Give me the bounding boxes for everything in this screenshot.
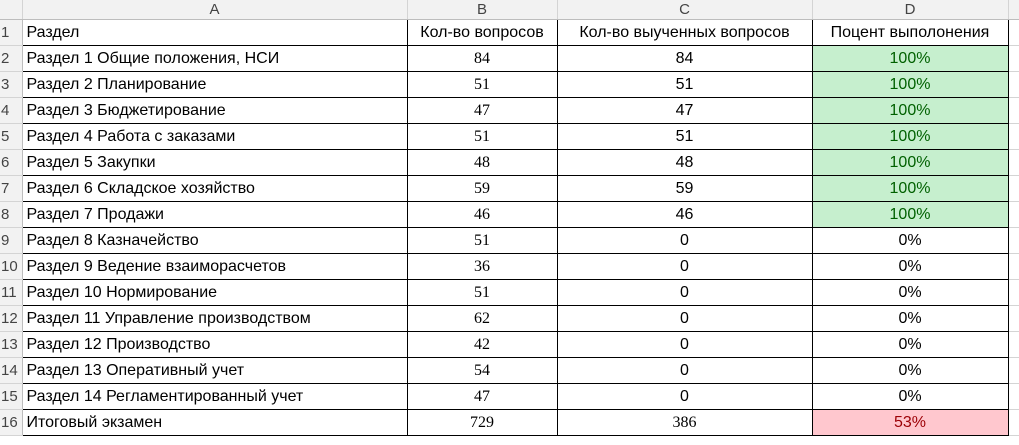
table-row bbox=[0, 410, 1019, 436]
cell-questions[interactable]: 84 bbox=[407, 46, 557, 72]
cell-learned[interactable]: 0 bbox=[557, 280, 812, 306]
cell-learned[interactable]: 386 bbox=[557, 410, 812, 436]
empty-cell[interactable] bbox=[1008, 46, 1019, 72]
table-row bbox=[0, 46, 1019, 72]
table-row bbox=[0, 254, 1019, 280]
cell-learned[interactable]: 0 bbox=[557, 228, 812, 254]
row-header[interactable]: 2 bbox=[0, 46, 22, 72]
cell-learned[interactable]: 84 bbox=[557, 46, 812, 72]
row-header[interactable]: 16 bbox=[0, 410, 22, 436]
row-header[interactable]: 3 bbox=[0, 72, 22, 98]
cell-percent[interactable]: 100% bbox=[812, 72, 1008, 98]
row-header[interactable]: 11 bbox=[0, 280, 22, 306]
row-header[interactable]: 4 bbox=[0, 98, 22, 124]
cell-learned[interactable]: 48 bbox=[557, 150, 812, 176]
cell-section-name[interactable]: Итоговый экзамен bbox=[22, 410, 407, 436]
row-header[interactable]: 6 bbox=[0, 150, 22, 176]
cell-percent[interactable]: 0% bbox=[812, 332, 1008, 358]
empty-cell[interactable] bbox=[1008, 384, 1019, 410]
cell-learned[interactable]: 59 bbox=[557, 176, 812, 202]
cell-percent[interactable]: 0% bbox=[812, 384, 1008, 410]
empty-cell[interactable] bbox=[1008, 332, 1019, 358]
cell-percent[interactable]: 100% bbox=[812, 150, 1008, 176]
cell-learned[interactable]: 51 bbox=[557, 124, 812, 150]
column-header-c[interactable]: C bbox=[557, 0, 812, 20]
empty-cell[interactable] bbox=[1008, 124, 1019, 150]
cell-learned[interactable]: 0 bbox=[557, 358, 812, 384]
cell-percent[interactable]: 0% bbox=[812, 254, 1008, 280]
cell-percent[interactable]: 0% bbox=[812, 358, 1008, 384]
cell-percent[interactable]: 100% bbox=[812, 98, 1008, 124]
table-row bbox=[0, 280, 1019, 306]
table-row bbox=[0, 384, 1019, 410]
cell-questions[interactable]: 46 bbox=[407, 202, 557, 228]
empty-cell[interactable] bbox=[1008, 150, 1019, 176]
table-row bbox=[0, 202, 1019, 228]
row-header[interactable]: 10 bbox=[0, 254, 22, 280]
cell-learned[interactable]: 0 bbox=[557, 306, 812, 332]
row-header[interactable]: 9 bbox=[0, 228, 22, 254]
empty-cell[interactable] bbox=[1008, 280, 1019, 306]
empty-cell[interactable] bbox=[1008, 254, 1019, 280]
empty-cell[interactable] bbox=[1008, 358, 1019, 384]
cell-section-name[interactable]: Раздел 13 Оперативный учет bbox=[22, 358, 407, 384]
cell-section-name[interactable]: Раздел 12 Производство bbox=[22, 332, 407, 358]
empty-cell[interactable] bbox=[1008, 176, 1019, 202]
cell-questions[interactable]: 729 bbox=[407, 410, 557, 436]
cell-questions[interactable]: 47 bbox=[407, 384, 557, 410]
column-header-a[interactable]: A bbox=[22, 0, 407, 20]
row-header[interactable]: 8 bbox=[0, 202, 22, 228]
table-row bbox=[0, 332, 1019, 358]
cell-section-name[interactable]: Раздел 5 Закупки bbox=[22, 150, 407, 176]
cell-questions[interactable]: 51 bbox=[407, 72, 557, 98]
cell-section-name[interactable]: Раздел 8 Казначейство bbox=[22, 228, 407, 254]
header-cell-percent[interactable]: Поцент выполонения bbox=[812, 20, 1008, 46]
cell-percent[interactable]: 53% bbox=[812, 410, 1008, 436]
header-cell-learned[interactable]: Кол-во выученных вопросов bbox=[557, 20, 812, 46]
empty-cell[interactable] bbox=[1008, 306, 1019, 332]
row-header[interactable]: 7 bbox=[0, 176, 22, 202]
cell-section-name[interactable]: Раздел 3 Бюджетирование bbox=[22, 98, 407, 124]
cell-questions[interactable]: 51 bbox=[407, 228, 557, 254]
column-header-b[interactable]: B bbox=[407, 0, 557, 20]
empty-cell[interactable] bbox=[1008, 202, 1019, 228]
cell-section-name[interactable]: Раздел 2 Планирование bbox=[22, 72, 407, 98]
table-row bbox=[0, 124, 1019, 150]
header-row bbox=[0, 20, 1019, 46]
cell-questions[interactable]: 51 bbox=[407, 124, 557, 150]
empty-cell[interactable] bbox=[1008, 98, 1019, 124]
column-header-row bbox=[0, 0, 1019, 20]
cell-questions[interactable]: 47 bbox=[407, 98, 557, 124]
cell-percent[interactable]: 0% bbox=[812, 228, 1008, 254]
cell-learned[interactable]: 51 bbox=[557, 72, 812, 98]
cell-questions[interactable]: 54 bbox=[407, 358, 557, 384]
cell-section-name[interactable]: Раздел 9 Ведение взаиморасчетов bbox=[22, 254, 407, 280]
table-row bbox=[0, 358, 1019, 384]
cell-percent[interactable]: 100% bbox=[812, 176, 1008, 202]
cell-learned[interactable]: 47 bbox=[557, 98, 812, 124]
cell-section-name[interactable]: Раздел 11 Управление производством bbox=[22, 306, 407, 332]
header-cell-questions[interactable]: Кол-во вопросов bbox=[407, 20, 557, 46]
row-header[interactable]: 5 bbox=[0, 124, 22, 150]
table-row bbox=[0, 228, 1019, 254]
column-header-d[interactable]: D bbox=[812, 0, 1008, 20]
cell-learned[interactable]: 0 bbox=[557, 254, 812, 280]
cell-section-name[interactable]: Раздел 10 Нормирование bbox=[22, 280, 407, 306]
select-all-corner[interactable] bbox=[0, 0, 22, 20]
cell-percent[interactable]: 100% bbox=[812, 124, 1008, 150]
row-header[interactable]: 1 bbox=[0, 20, 22, 46]
empty-cell[interactable] bbox=[1008, 72, 1019, 98]
cell-questions[interactable]: 51 bbox=[407, 280, 557, 306]
cell-questions[interactable]: 59 bbox=[407, 176, 557, 202]
cell-percent[interactable]: 0% bbox=[812, 280, 1008, 306]
empty-cell[interactable] bbox=[1008, 20, 1019, 46]
cell-section-name[interactable]: Раздел 4 Работа с заказами bbox=[22, 124, 407, 150]
cell-learned[interactable]: 0 bbox=[557, 332, 812, 358]
row-header[interactable]: 15 bbox=[0, 384, 22, 410]
cell-questions[interactable]: 48 bbox=[407, 150, 557, 176]
cell-learned[interactable]: 0 bbox=[557, 384, 812, 410]
row-header[interactable]: 14 bbox=[0, 358, 22, 384]
cell-section-name[interactable]: Раздел 7 Продажи bbox=[22, 202, 407, 228]
cell-section-name[interactable]: Раздел 1 Общие положения, НСИ bbox=[22, 46, 407, 72]
cell-questions[interactable]: 36 bbox=[407, 254, 557, 280]
cell-section-name[interactable]: Раздел 6 Складское хозяйство bbox=[22, 176, 407, 202]
cell-percent[interactable]: 100% bbox=[812, 46, 1008, 72]
table-row bbox=[0, 176, 1019, 202]
cell-questions[interactable]: 42 bbox=[407, 332, 557, 358]
column-header-e[interactable] bbox=[1008, 0, 1019, 20]
header-cell-section[interactable]: Раздел bbox=[22, 20, 407, 46]
table-row bbox=[0, 72, 1019, 98]
cell-learned[interactable]: 46 bbox=[557, 202, 812, 228]
cell-percent[interactable]: 0% bbox=[812, 306, 1008, 332]
cell-section-name[interactable]: Раздел 14 Регламентированный учет bbox=[22, 384, 407, 410]
table-row bbox=[0, 98, 1019, 124]
empty-cell[interactable] bbox=[1008, 228, 1019, 254]
cell-percent[interactable]: 100% bbox=[812, 202, 1008, 228]
cell-questions[interactable]: 62 bbox=[407, 306, 557, 332]
table-row bbox=[0, 306, 1019, 332]
empty-cell[interactable] bbox=[1008, 410, 1019, 436]
row-header[interactable]: 13 bbox=[0, 332, 22, 358]
table-row bbox=[0, 150, 1019, 176]
row-header[interactable]: 12 bbox=[0, 306, 22, 332]
